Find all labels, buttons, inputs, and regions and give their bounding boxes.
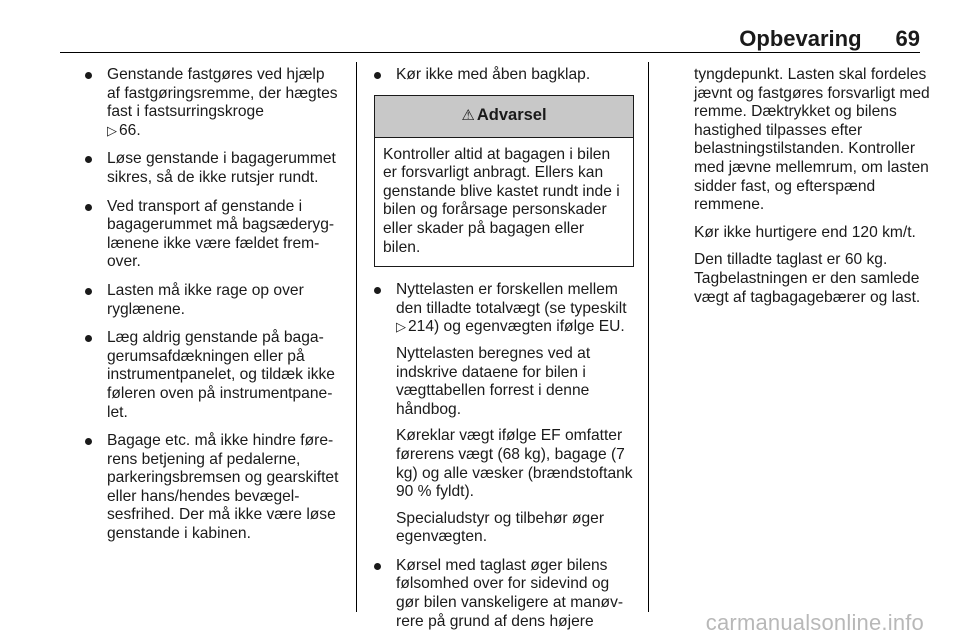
watermark: carmanualsonline.info [705, 610, 924, 635]
page-ref-arrow-icon: ▷ [107, 122, 117, 138]
warning-box [374, 95, 634, 268]
list-item: Nyttelasten er forskellen mellem den tilladte totalvægt (se typeskilt ▷ 214) og egenvægten ifølge EU. Nyttelasten beregnes ved at indskrive dataene for bilen i vægttabellen forrest i denne håndbog. Køreklar vægt ifølge EF omfatter førerens vægt (68 kg), bagage (7 kg) og alle væsker (brændstoftank 90 % fyldt). Specialudstyr og tilbehør øger egenvægten. [372, 281, 634, 547]
bullet-list [372, 281, 634, 631]
column-1 [83, 66, 341, 554]
page-number: 69 [895, 26, 920, 51]
page-header [739, 22, 920, 52]
page-ref[interactable]: 66. [119, 121, 141, 139]
paragraph: Den tilladte taglast er 60 kg. Tagbelastningen er den samlede vægt af tagbagagebærer og last. [694, 251, 921, 306]
list-item: Ved transport af genstande i bagagerummet må bagsæderyglænene ikke være fældet fremover. [83, 198, 341, 272]
header-rule [60, 52, 920, 53]
list-item: Bagage etc. må ikke hindre førerens betjening af pedalerne, parkeringsbremsen og gearskiftet eller hans/hendes bevægelsesfrihed. Der må ikke være løse genstande i kabinen. [83, 432, 341, 544]
warning-triangle-icon: ⚠ [461, 106, 475, 124]
column-divider-1 [356, 62, 357, 612]
column-2 [372, 66, 634, 641]
column-divider-2 [648, 62, 649, 612]
paragraph: Specialudstyr og tilbehør øger egenvægten. [396, 509, 605, 546]
page-ref-arrow-icon: ▷ [396, 319, 406, 335]
warning-header [375, 96, 633, 138]
section-title: Opbevaring [739, 26, 862, 51]
list-item: Kør ikke med åben bagklap. [372, 66, 634, 85]
bullet-list [83, 66, 341, 544]
list-item: Læg aldrig genstande på bagagerumsafdækningen eller på instrumentpanelet, og tildæk ikke føleren oven på instrumentpanelet. [83, 329, 341, 422]
column-3 [694, 66, 934, 316]
paragraph: Køreklar vægt ifølge EF omfatter førerens vægt (68 kg), bagage (7 kg) og alle væsker (brændstoftank 90 % fyldt). [396, 427, 633, 501]
warning-body: Kontroller altid at bagagen i bilen er forsvarligt anbragt. Ellers kan genstande blive kastet rundt inde i bilen og forårsage personskader eller skader på bagagen eller bilen. [383, 145, 620, 256]
list-item: Kørsel med taglast øger bilens følsomhed over for sidevind og gør bilen vanskeligere at manøvrere på grund af dens højere [372, 557, 634, 631]
list-item: Lasten må ikke rage op over ryglænene. [83, 282, 341, 319]
warning-title: Advarsel [476, 105, 547, 124]
paragraph: tyngdepunkt. Lasten skal fordeles jævnt og fastgøres forsvarligt med remme. Dæktrykket og bilens hastighed tilpasses efter belastningstilstanden. Kontroller med jævne mellemrum, om lasten sidder fast, og efterspænd remmene. [694, 66, 930, 214]
page-ref[interactable]: 214) og egenvægten ifølge EU. [408, 318, 625, 336]
list-item: Løse genstande i bagagerummet sikres, så de ikke rutsjer rundt. [83, 150, 341, 187]
paragraph: Kør ikke hurtigere end 120 km/t. [694, 223, 916, 241]
paragraph: Nyttelasten beregnes ved at indskrive dataene for bilen i vægttabellen forrest i denne håndbog. [396, 344, 591, 418]
list-item: Genstande fastgøres ved hjælp af fastgøringsremme, der hægtes fast i fastsurringskroge ▷ 66. [83, 66, 341, 140]
bullet-list [372, 66, 634, 85]
